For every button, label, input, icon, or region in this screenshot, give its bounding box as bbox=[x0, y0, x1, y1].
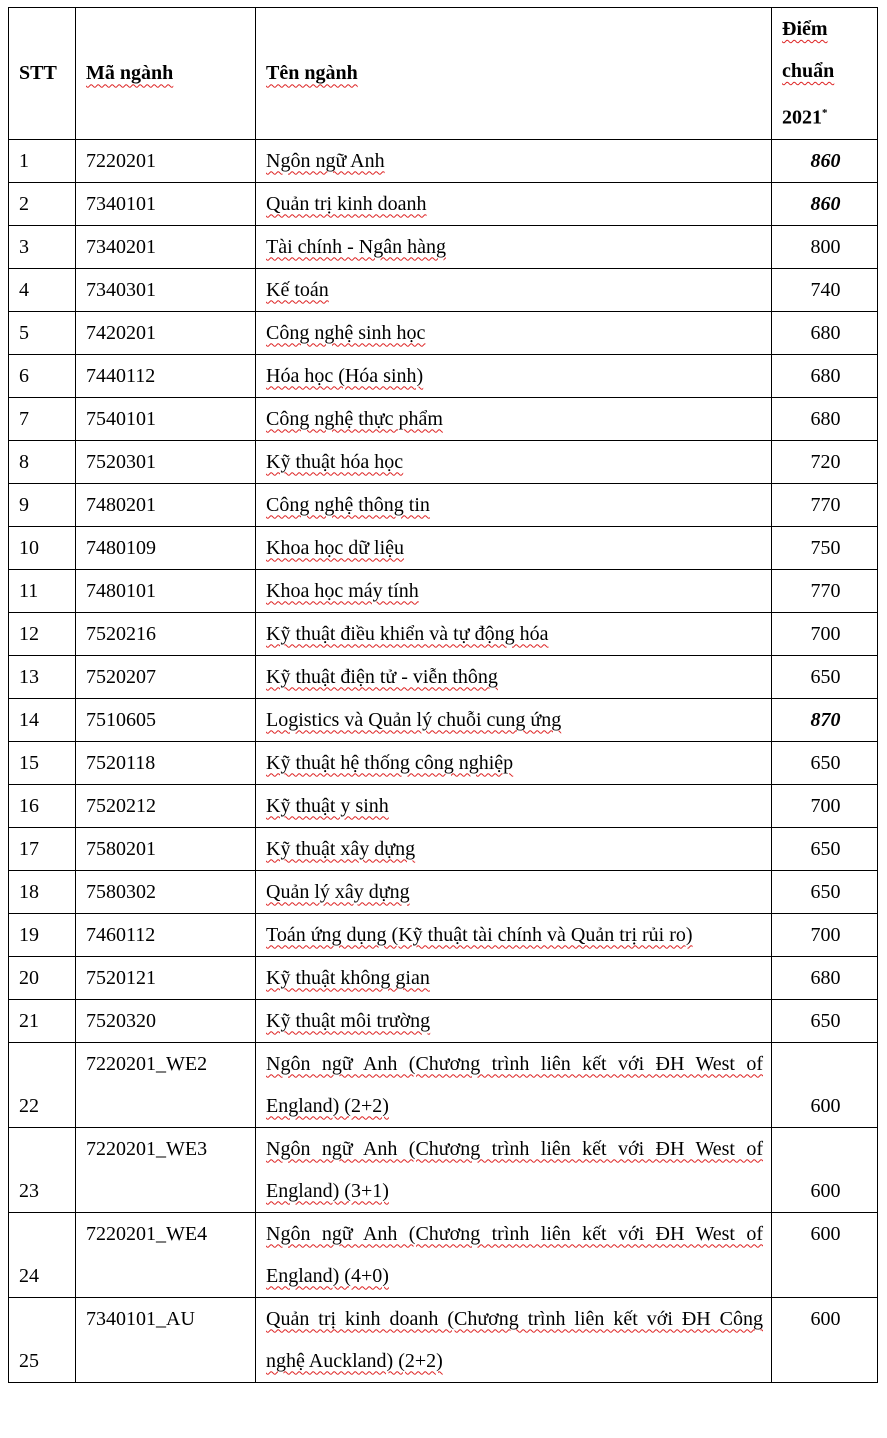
row-score: 860 bbox=[772, 139, 878, 182]
row-name bbox=[256, 1212, 772, 1297]
row-code: 7340101_AU bbox=[76, 1297, 256, 1382]
row-score: 700 bbox=[772, 913, 878, 956]
table-row bbox=[9, 1042, 878, 1127]
row-score: 800 bbox=[772, 225, 878, 268]
row-score: 680 bbox=[772, 311, 878, 354]
row-name-text: Quản trị kinh doanh (Chương trình liên kết với ĐH Công nghệ Auckland) (2+2) bbox=[266, 1307, 763, 1372]
table-row bbox=[9, 440, 878, 483]
row-score: 600 bbox=[772, 1297, 878, 1382]
row-name-text: Ngôn ngữ Anh (Chương trình liên kết với ĐH West of England) (4+0) bbox=[266, 1222, 763, 1287]
row-name bbox=[256, 440, 772, 483]
header-score-line2: chuẩn bbox=[782, 60, 835, 82]
table-row bbox=[9, 870, 878, 913]
row-code: 7580201 bbox=[76, 827, 256, 870]
row-stt: 24 bbox=[9, 1212, 76, 1297]
row-stt: 21 bbox=[9, 999, 76, 1042]
row-score: 600 bbox=[772, 1212, 878, 1297]
row-score: 870 bbox=[772, 698, 878, 741]
table-row bbox=[9, 913, 878, 956]
row-code: 7440112 bbox=[76, 354, 256, 397]
row-name bbox=[256, 913, 772, 956]
row-name-text: Tài chính - Ngân hàng bbox=[266, 235, 446, 258]
row-score: 700 bbox=[772, 612, 878, 655]
header-row bbox=[9, 8, 878, 140]
row-code: 7520216 bbox=[76, 612, 256, 655]
row-name bbox=[256, 268, 772, 311]
row-score: 680 bbox=[772, 956, 878, 999]
row-name-text: Quản trị kinh doanh bbox=[266, 192, 427, 215]
row-name-text: Kỹ thuật điều khiển và tự động hóa bbox=[266, 622, 549, 645]
header-score bbox=[772, 8, 878, 140]
row-stt: 6 bbox=[9, 354, 76, 397]
row-name-text: Công nghệ sinh học bbox=[266, 321, 426, 344]
row-name bbox=[256, 139, 772, 182]
row-name-text: Logistics và Quản lý chuỗi cung ứng bbox=[266, 708, 562, 731]
row-name bbox=[256, 354, 772, 397]
header-name bbox=[256, 8, 772, 140]
table-row bbox=[9, 526, 878, 569]
row-name-text: Hóa học (Hóa sinh) bbox=[266, 364, 424, 387]
row-name bbox=[256, 827, 772, 870]
row-score: 650 bbox=[772, 655, 878, 698]
row-name-text: Kế toán bbox=[266, 278, 329, 301]
row-stt: 25 bbox=[9, 1297, 76, 1382]
row-score: 770 bbox=[772, 569, 878, 612]
row-stt: 17 bbox=[9, 827, 76, 870]
row-name bbox=[256, 1297, 772, 1382]
row-code: 7220201_WE4 bbox=[76, 1212, 256, 1297]
row-name-text: Kỹ thuật hóa học bbox=[266, 450, 404, 473]
row-name bbox=[256, 225, 772, 268]
row-name bbox=[256, 999, 772, 1042]
row-code: 7520121 bbox=[76, 956, 256, 999]
admission-score-table bbox=[8, 7, 878, 1383]
row-stt: 12 bbox=[9, 612, 76, 655]
row-score: 650 bbox=[772, 741, 878, 784]
row-name bbox=[256, 612, 772, 655]
row-code: 7340201 bbox=[76, 225, 256, 268]
table-row bbox=[9, 182, 878, 225]
row-name bbox=[256, 956, 772, 999]
header-score-mark: * bbox=[822, 107, 828, 119]
row-score: 650 bbox=[772, 999, 878, 1042]
table-row bbox=[9, 483, 878, 526]
table-row bbox=[9, 139, 878, 182]
row-score: 770 bbox=[772, 483, 878, 526]
table-row bbox=[9, 698, 878, 741]
table-row bbox=[9, 827, 878, 870]
row-stt: 16 bbox=[9, 784, 76, 827]
row-name-text: Kỹ thuật hệ thống công nghiệp bbox=[266, 751, 514, 774]
row-name-text: Công nghệ thực phẩm bbox=[266, 407, 443, 430]
row-stt: 13 bbox=[9, 655, 76, 698]
row-stt: 7 bbox=[9, 397, 76, 440]
row-stt: 2 bbox=[9, 182, 76, 225]
row-stt: 23 bbox=[9, 1127, 76, 1212]
row-name-text: Toán ứng dụng (Kỹ thuật tài chính và Quản trị rủi ro) bbox=[266, 923, 693, 946]
row-name bbox=[256, 655, 772, 698]
row-stt: 4 bbox=[9, 268, 76, 311]
row-score: 700 bbox=[772, 784, 878, 827]
row-score: 720 bbox=[772, 440, 878, 483]
table-row bbox=[9, 741, 878, 784]
table-row bbox=[9, 569, 878, 612]
row-score: 600 bbox=[772, 1042, 878, 1127]
table-row bbox=[9, 268, 878, 311]
header-name-text: Tên ngành bbox=[266, 62, 358, 85]
table-row bbox=[9, 311, 878, 354]
row-name bbox=[256, 311, 772, 354]
row-name-text: Kỹ thuật không gian bbox=[266, 966, 430, 989]
row-name-text: Ngôn ngữ Anh (Chương trình liên kết với ĐH West of England) (2+2) bbox=[266, 1052, 763, 1117]
row-score: 680 bbox=[772, 397, 878, 440]
row-code: 7520118 bbox=[76, 741, 256, 784]
table-row bbox=[9, 1212, 878, 1297]
row-code: 7420201 bbox=[76, 311, 256, 354]
row-name bbox=[256, 698, 772, 741]
row-code: 7220201_WE3 bbox=[76, 1127, 256, 1212]
header-code-text: Mã ngành bbox=[86, 62, 174, 85]
table-row bbox=[9, 655, 878, 698]
row-name-text: Kỹ thuật điện tử - viễn thông bbox=[266, 665, 498, 688]
row-stt: 15 bbox=[9, 741, 76, 784]
row-code: 7480101 bbox=[76, 569, 256, 612]
row-name bbox=[256, 526, 772, 569]
row-name bbox=[256, 741, 772, 784]
row-stt: 9 bbox=[9, 483, 76, 526]
row-code: 7580302 bbox=[76, 870, 256, 913]
table-row bbox=[9, 956, 878, 999]
table-body bbox=[9, 139, 878, 1382]
row-score: 600 bbox=[772, 1127, 878, 1212]
row-code: 7460112 bbox=[76, 913, 256, 956]
row-stt: 22 bbox=[9, 1042, 76, 1127]
row-code: 7540101 bbox=[76, 397, 256, 440]
row-stt: 10 bbox=[9, 526, 76, 569]
row-name-text: Kỹ thuật xây dựng bbox=[266, 837, 416, 860]
row-name-text: Kỹ thuật môi trường bbox=[266, 1009, 431, 1032]
row-stt: 18 bbox=[9, 870, 76, 913]
row-code: 7340301 bbox=[76, 268, 256, 311]
header-score-line3: 2021 bbox=[782, 106, 822, 129]
row-code: 7480201 bbox=[76, 483, 256, 526]
row-score: 860 bbox=[772, 182, 878, 225]
row-name bbox=[256, 569, 772, 612]
row-name bbox=[256, 1042, 772, 1127]
row-stt: 8 bbox=[9, 440, 76, 483]
row-score: 650 bbox=[772, 870, 878, 913]
row-stt: 11 bbox=[9, 569, 76, 612]
header-code bbox=[76, 8, 256, 140]
row-name bbox=[256, 1127, 772, 1212]
row-name-text: Khoa học dữ liệu bbox=[266, 536, 405, 559]
row-score: 750 bbox=[772, 526, 878, 569]
row-score: 740 bbox=[772, 268, 878, 311]
row-code: 7340101 bbox=[76, 182, 256, 225]
row-name bbox=[256, 483, 772, 526]
row-score: 680 bbox=[772, 354, 878, 397]
table-row bbox=[9, 612, 878, 655]
table-row bbox=[9, 1127, 878, 1212]
row-code: 7520207 bbox=[76, 655, 256, 698]
row-name-text: Kỹ thuật y sinh bbox=[266, 794, 389, 817]
row-name-text: Ngôn ngữ Anh bbox=[266, 149, 385, 172]
row-code: 7220201 bbox=[76, 139, 256, 182]
row-name-text: Khoa học máy tính bbox=[266, 579, 419, 602]
row-stt: 20 bbox=[9, 956, 76, 999]
row-stt: 1 bbox=[9, 139, 76, 182]
row-name bbox=[256, 182, 772, 225]
table-row bbox=[9, 397, 878, 440]
row-code: 7220201_WE2 bbox=[76, 1042, 256, 1127]
row-name-text: Công nghệ thông tin bbox=[266, 493, 430, 516]
row-name bbox=[256, 784, 772, 827]
row-name-text: Quản lý xây dựng bbox=[266, 880, 410, 903]
header-score-line1: Điểm bbox=[782, 18, 828, 40]
table-row bbox=[9, 225, 878, 268]
table-row bbox=[9, 354, 878, 397]
row-stt: 14 bbox=[9, 698, 76, 741]
row-code: 7480109 bbox=[76, 526, 256, 569]
row-code: 7510605 bbox=[76, 698, 256, 741]
table-row bbox=[9, 999, 878, 1042]
row-code: 7520320 bbox=[76, 999, 256, 1042]
row-score: 650 bbox=[772, 827, 878, 870]
row-code: 7520212 bbox=[76, 784, 256, 827]
table-row bbox=[9, 784, 878, 827]
row-stt: 5 bbox=[9, 311, 76, 354]
row-name bbox=[256, 397, 772, 440]
row-stt: 19 bbox=[9, 913, 76, 956]
row-name bbox=[256, 870, 772, 913]
table-row bbox=[9, 1297, 878, 1382]
header-stt: STT bbox=[9, 8, 76, 140]
row-name-text: Ngôn ngữ Anh (Chương trình liên kết với ĐH West of England) (3+1) bbox=[266, 1137, 763, 1202]
row-code: 7520301 bbox=[76, 440, 256, 483]
row-stt: 3 bbox=[9, 225, 76, 268]
